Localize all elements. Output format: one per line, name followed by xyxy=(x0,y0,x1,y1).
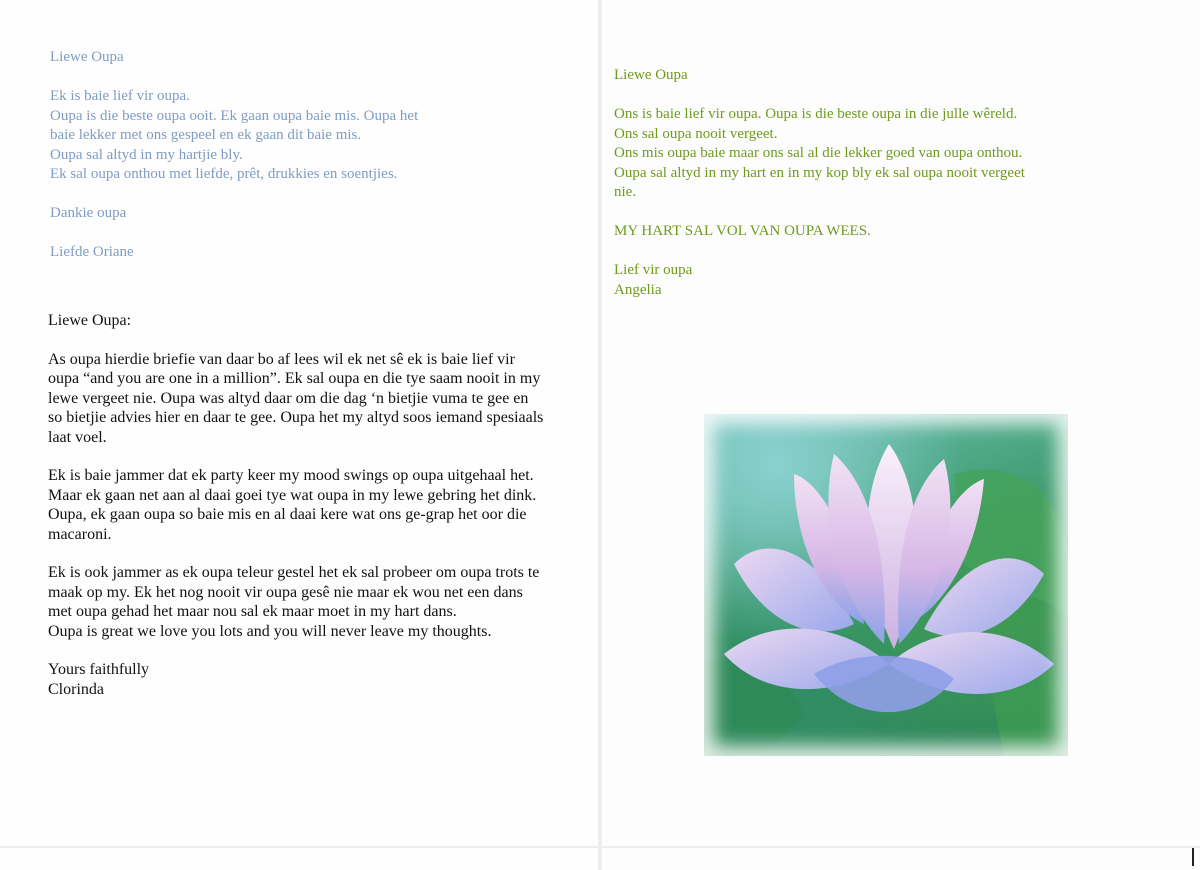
clorinda-line: As oupa hierdie briefie van daar bo af lees wil ek net sê ek is baie lief vir xyxy=(48,350,515,368)
clorinda-line: Maar ek gaan net aan al daai goei tye wat oupa in my lewe gebring het dink. xyxy=(48,486,537,504)
clorinda-line: macaroni. xyxy=(48,525,112,543)
clorinda-line: oupa “and you are one in a million”. Ek sal oupa en die tye saam nooit in my xyxy=(48,370,541,387)
letter-oriane xyxy=(50,48,520,263)
clorinda-line: maak op my. Ek het nog nooit vir oupa gesê nie maar ek wou net een dans xyxy=(48,583,523,601)
oriane-signoff: Liefde Oriane xyxy=(50,244,134,260)
angelia-line: Ons sal oupa nooit vergeet. xyxy=(614,125,778,142)
letter-clorinda xyxy=(48,311,588,699)
angelia-name: Angelia xyxy=(614,281,662,298)
page-fold xyxy=(598,0,602,870)
oriane-salutation: Liewe Oupa xyxy=(50,49,124,65)
angelia-line: Ons is baie lief vir oupa. Oupa is die beste oupa in die julle wêreld. xyxy=(614,106,1018,122)
lotus-flower-illustration xyxy=(704,414,1068,756)
clorinda-line: lewe vergeet nie. Oupa was altyd daar om die dag ‘n bietjie vuma te gee en xyxy=(48,389,529,407)
angelia-emphasis: MY HART SAL VOL VAN OUPA WEES. xyxy=(614,223,871,239)
clorinda-line: so bietjie advies hier en daar te gee. Oupa het my altyd soos iemand spesiaals xyxy=(48,409,544,426)
angelia-closing: Lief vir oupa xyxy=(614,262,693,278)
clorinda-line: Oupa, ek gaan oupa so baie mis en al daai kere wat ons ge-grap het oor die xyxy=(48,506,527,523)
letter-angelia xyxy=(614,66,1094,300)
angelia-line: Ons mis oupa baie maar ons sal al die lekker goed van oupa onthou. xyxy=(614,145,1023,161)
angelia-salutation: Liewe Oupa xyxy=(614,67,688,83)
oriane-line: Oupa is die beste oupa ooit. Ek gaan oupa baie mis. Oupa het xyxy=(50,107,419,124)
scan-edge-mark xyxy=(1192,848,1194,866)
clorinda-salutation: Liewe Oupa: xyxy=(48,312,132,329)
oriane-line: baie lekker met ons gespeel en ek gaan dit baie mis. xyxy=(50,127,362,143)
scan-edge-line xyxy=(0,846,1200,848)
clorinda-line: Ek is baie jammer dat ek party keer my mood swings op oupa uitgehaal het. xyxy=(48,467,534,484)
clorinda-line: met oupa gehad het maar nou sal ek maar moet in my hart dans. xyxy=(48,603,457,620)
oriane-thanks: Dankie oupa xyxy=(50,205,127,221)
clorinda-name: Clorinda xyxy=(48,680,104,698)
clorinda-closing: Yours faithfully xyxy=(48,661,150,678)
lotus-flower-image xyxy=(704,414,1068,756)
oriane-line: Ek sal oupa onthou met liefde, prêt, drukkies en soentjies. xyxy=(50,166,398,182)
oriane-line: Ek is baie lief vir oupa. xyxy=(50,88,190,104)
clorinda-line: Ek is ook jammer as ek oupa teleur gestel het ek sal probeer om oupa trots te xyxy=(48,564,540,581)
clorinda-line: Oupa is great we love you lots and you will never leave my thoughts. xyxy=(48,622,492,640)
angelia-line: nie. xyxy=(614,184,637,200)
angelia-line: Oupa sal altyd in my hart en in my kop bly ek sal oupa nooit vergeet xyxy=(614,164,1025,181)
oriane-line: Oupa sal altyd in my hartjie bly. xyxy=(50,146,243,163)
clorinda-line: laat voel. xyxy=(48,428,107,446)
